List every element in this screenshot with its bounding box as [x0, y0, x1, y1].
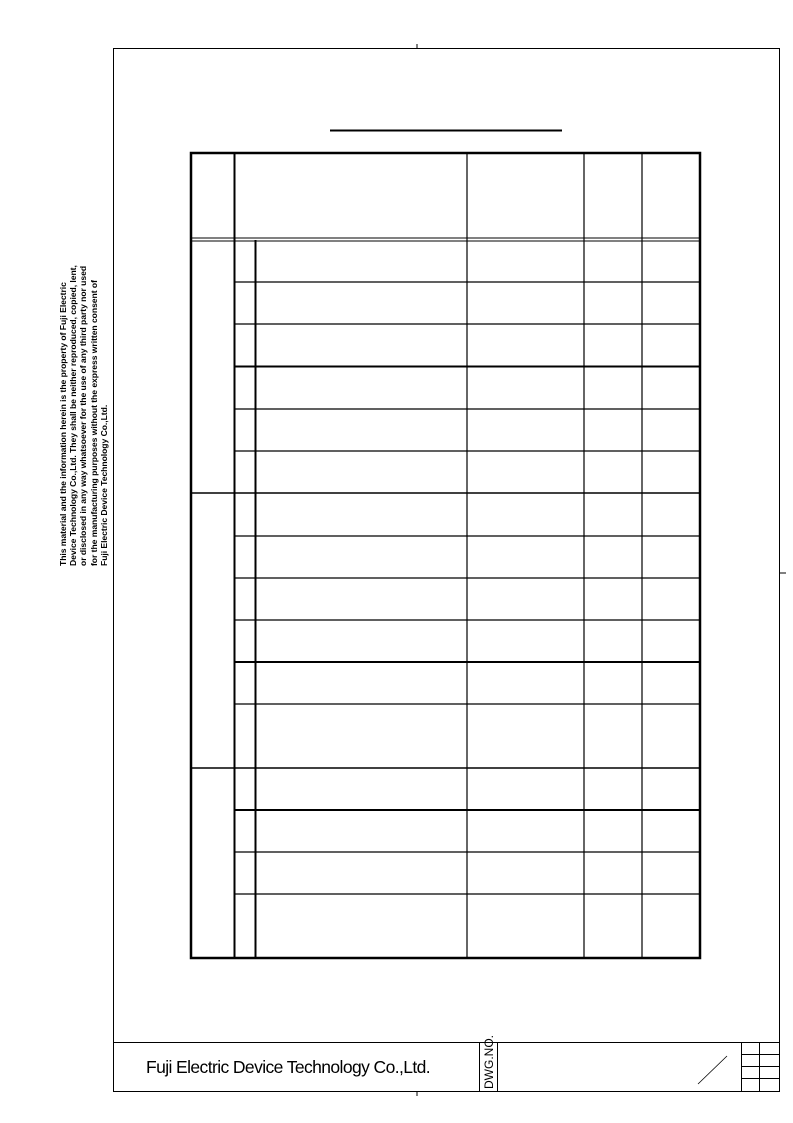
notice-line-3: or disclosed in any way whatsoever for the use of any third party nor used: [78, 265, 89, 566]
notice-line-5: Fuji Electric Device Technology Co.,Ltd.: [98, 404, 109, 566]
dwg-label-text: DWG.NO.: [482, 1035, 496, 1089]
company-name: Fuji Electric Device Technology Co.,Ltd.: [146, 1057, 431, 1077]
notice-line-4: for the manufacturing purposes without the express written consent of: [88, 280, 99, 566]
notice-line-2: Device Technology Co.,Ltd. They shall be neither reproduced, copied, lent,: [68, 265, 79, 566]
sheet-diagonal: [698, 1056, 727, 1084]
table-border: [191, 153, 700, 958]
notice-line-1: This material and the information herein is the property of Fuji Electric: [58, 282, 68, 566]
revision-table: [191, 153, 700, 958]
sheet-border: [114, 49, 780, 1092]
